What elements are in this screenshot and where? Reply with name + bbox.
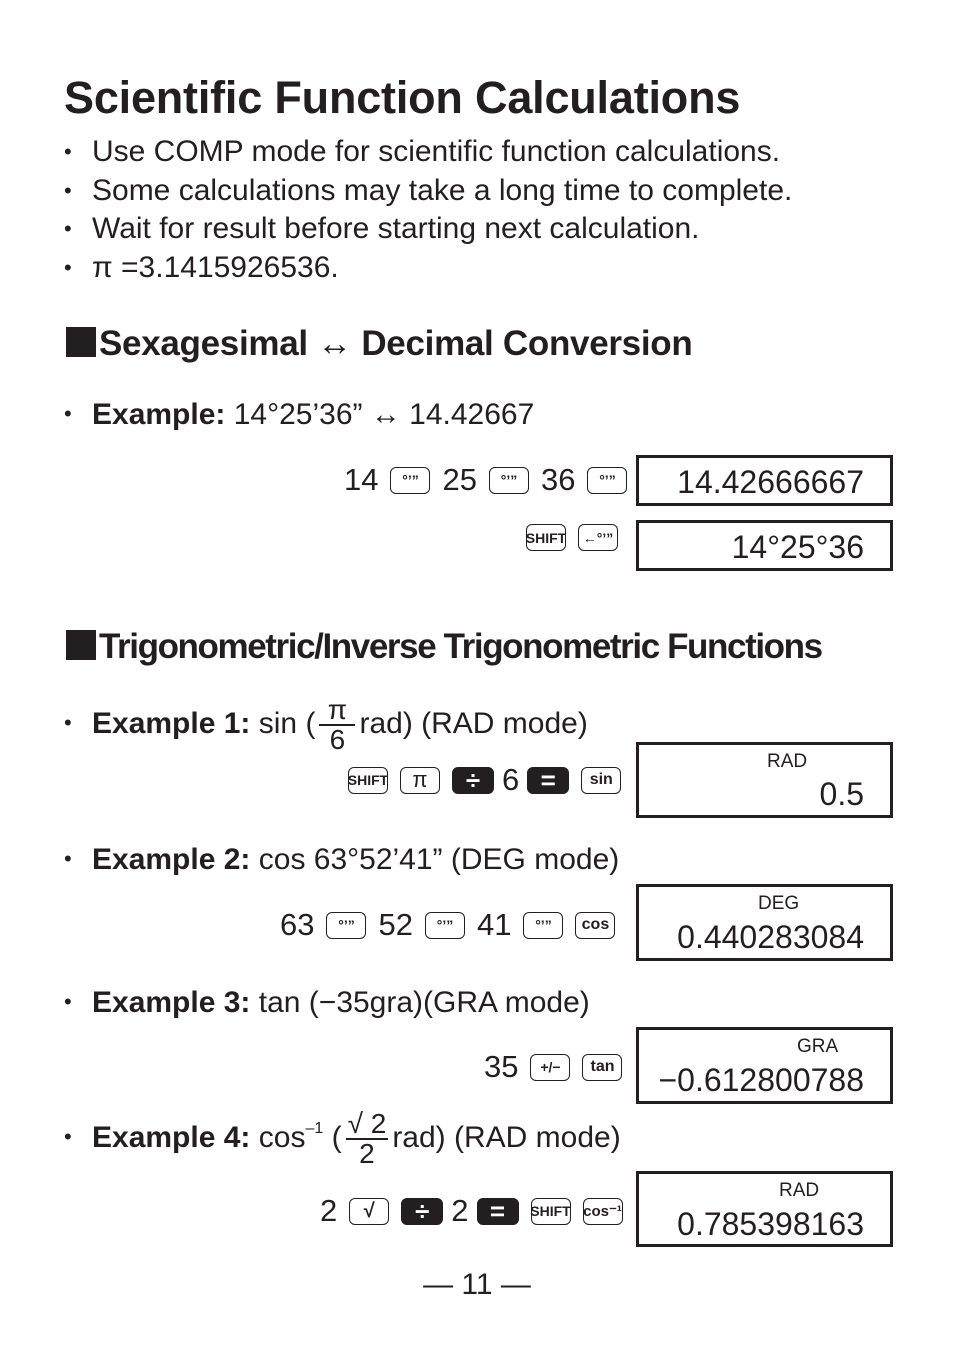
key-label: °’” bbox=[338, 917, 355, 933]
mode-indicator: RAD bbox=[779, 1180, 820, 1201]
example-label: Example: bbox=[92, 398, 226, 431]
key-label: √ bbox=[363, 1199, 375, 1222]
equals-key[interactable] bbox=[477, 1195, 519, 1226]
key-label: +/− bbox=[540, 1059, 561, 1075]
dms-key[interactable] bbox=[489, 467, 529, 494]
fraction bbox=[346, 1110, 389, 1168]
bullet-icon: • bbox=[64, 709, 72, 735]
key-label: °’” bbox=[535, 917, 552, 933]
arccos-key[interactable] bbox=[583, 1198, 623, 1225]
square-bullet-icon bbox=[66, 630, 96, 660]
shift-key[interactable] bbox=[531, 1198, 571, 1225]
section-heading-text: Sexagesimal ↔ Decimal Conversion bbox=[99, 324, 693, 363]
example-text: sin ( bbox=[258, 706, 316, 740]
key-sequence-ex3 bbox=[478, 1049, 628, 1085]
key-label: °’” bbox=[599, 472, 616, 488]
square-bullet-icon bbox=[66, 327, 96, 357]
example-text: 14°25’36” ↔ 14.42667 bbox=[233, 398, 535, 431]
pi-key[interactable] bbox=[400, 767, 440, 794]
key-label: cos⁻¹ bbox=[583, 1203, 622, 1220]
cos-key[interactable] bbox=[575, 912, 615, 939]
display-panel bbox=[636, 1171, 893, 1247]
example-4 bbox=[64, 1110, 621, 1168]
divide-key[interactable] bbox=[452, 764, 494, 795]
bullet-icon: • bbox=[64, 401, 72, 426]
key-sequence-conv bbox=[520, 524, 624, 551]
key-sequence-ex1 bbox=[342, 762, 627, 798]
example-label: Example 4: bbox=[92, 1120, 251, 1154]
key-label: °’” bbox=[402, 472, 419, 488]
key-label: ←°’” bbox=[582, 529, 614, 546]
display-panel bbox=[636, 455, 893, 506]
key-label: SHIFT bbox=[347, 772, 389, 788]
digit-key-text: 35 bbox=[484, 1049, 519, 1084]
display-value: 0.440283084 bbox=[677, 919, 864, 955]
key-label: sin bbox=[589, 771, 613, 788]
section-heading-text: Trigonometric/Inverse Trigonometric Functions bbox=[99, 627, 822, 666]
bullet-icon: • bbox=[64, 846, 72, 871]
fraction-denominator: 2 bbox=[359, 1138, 375, 1169]
digit-key-text: 25 bbox=[442, 462, 477, 497]
fraction-denominator: 6 bbox=[329, 724, 346, 755]
display-panel bbox=[636, 1027, 893, 1104]
display-value: 0.5 bbox=[819, 776, 864, 812]
display-value: −0.612800788 bbox=[658, 1062, 864, 1098]
example-text: tan (−35gra)(GRA mode) bbox=[258, 986, 590, 1019]
key-label: tan bbox=[590, 1058, 615, 1075]
equals-key[interactable] bbox=[527, 764, 569, 795]
example-text: cos 63°52’41” (DEG mode) bbox=[258, 843, 620, 876]
display-value: 14.42666667 bbox=[677, 464, 864, 500]
bullet-icon: • bbox=[64, 989, 72, 1014]
display-panel bbox=[636, 884, 893, 961]
bullet-item: • Wait for result before starting next calculation. bbox=[64, 210, 792, 249]
digit-key-text: 63 bbox=[280, 907, 315, 942]
key-sequence-ex4 bbox=[314, 1193, 629, 1229]
page-number: — 11 — bbox=[423, 1268, 531, 1301]
digit-key-text: 41 bbox=[476, 907, 512, 942]
digit-key-text: 2 bbox=[451, 1193, 469, 1228]
superscript: –1 bbox=[305, 1119, 324, 1137]
mode-indicator: DEG bbox=[758, 893, 800, 914]
bullet-icon: • bbox=[64, 1123, 72, 1149]
dms-convert-key[interactable] bbox=[578, 524, 618, 551]
digit-key-text: 36 bbox=[540, 462, 576, 497]
display-panel bbox=[636, 520, 893, 571]
key-label: π bbox=[412, 767, 428, 792]
key-label: SHIFT bbox=[525, 529, 567, 546]
key-label: °’” bbox=[436, 917, 454, 933]
intro-bullets bbox=[64, 133, 792, 288]
example-label: Example 1: bbox=[92, 706, 251, 740]
key-label: = bbox=[540, 764, 556, 795]
key-label: °’” bbox=[500, 472, 518, 488]
digit-key-text: 52 bbox=[378, 907, 413, 942]
shift-key[interactable] bbox=[526, 524, 566, 551]
divide-key[interactable] bbox=[401, 1195, 443, 1226]
sqrt-key[interactable] bbox=[349, 1198, 389, 1225]
dms-key[interactable] bbox=[587, 467, 627, 494]
key-label: ÷ bbox=[415, 1195, 430, 1226]
bullet-item: • Some calculations may take a long time to complete. bbox=[64, 172, 792, 211]
key-label: SHIFT bbox=[530, 1203, 571, 1219]
mode-indicator: RAD bbox=[767, 751, 808, 772]
display-panel bbox=[636, 742, 893, 818]
example-text: ( bbox=[331, 1120, 342, 1154]
fraction bbox=[319, 696, 355, 754]
example-text: cos bbox=[258, 1120, 306, 1154]
dms-key[interactable] bbox=[326, 912, 366, 939]
sin-key[interactable] bbox=[581, 767, 621, 794]
key-label: cos bbox=[581, 916, 610, 933]
display-value: 14°25°36 bbox=[731, 529, 864, 565]
page-title: Scientific Function Calculations bbox=[64, 72, 741, 123]
fraction-numerator: √ 2 bbox=[347, 1108, 387, 1139]
dms-key[interactable] bbox=[390, 467, 430, 494]
bullet-item: • Use COMP mode for scientific function calculations. bbox=[64, 133, 792, 172]
section-heading-sexagesimal bbox=[66, 324, 692, 364]
digit-key-text: 2 bbox=[320, 1193, 338, 1228]
key-label: ÷ bbox=[465, 764, 481, 795]
display-value: 0.785398163 bbox=[677, 1206, 864, 1242]
key-sequence-ex2 bbox=[274, 907, 621, 943]
section-heading-trig bbox=[66, 627, 822, 667]
example-sexagesimal bbox=[64, 398, 534, 432]
example-3 bbox=[64, 986, 590, 1020]
key-label: = bbox=[489, 1195, 506, 1226]
dms-key[interactable] bbox=[523, 912, 563, 939]
example-text: rad) (RAD mode) bbox=[392, 1120, 621, 1154]
mode-indicator: GRA bbox=[797, 1036, 839, 1057]
key-sequence-dms bbox=[338, 462, 633, 498]
fraction-numerator: π bbox=[327, 694, 348, 725]
dms-key[interactable] bbox=[425, 912, 465, 939]
example-text: rad) (RAD mode) bbox=[359, 706, 588, 740]
bullet-item: • π =3.1415926536. bbox=[64, 249, 792, 288]
shift-key[interactable] bbox=[348, 767, 388, 794]
tan-key[interactable] bbox=[582, 1054, 622, 1081]
example-1 bbox=[64, 696, 588, 754]
digit-key-text: 6 bbox=[502, 762, 520, 797]
example-label: Example 2: bbox=[92, 843, 251, 876]
example-label: Example 3: bbox=[92, 986, 251, 1019]
digit-key-text: 14 bbox=[344, 462, 379, 497]
example-2 bbox=[64, 843, 619, 877]
sign-change-key[interactable] bbox=[530, 1054, 570, 1081]
